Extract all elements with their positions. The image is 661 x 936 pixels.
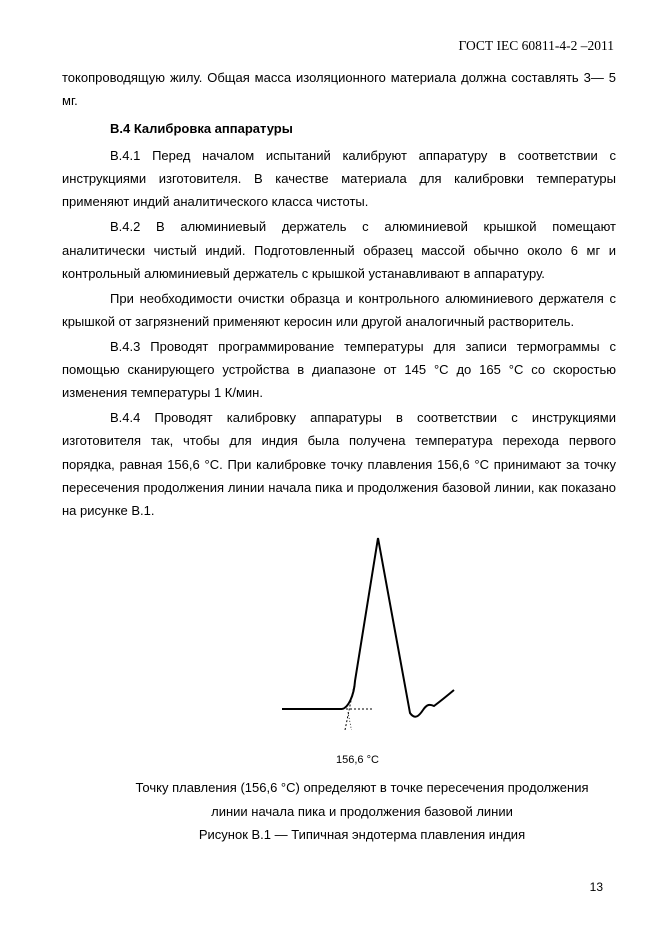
paragraph-b44: В.4.4 Проводят калибровку аппаратуры в соответствии с инструкциями изготовителя так, чтобы для индия была получена температура перехода первого порядка, равная 156,6 °С. При калибровке точку плавления 156,6 °С принимают за точку пересечения продолжения линии начала пика и продолжения базовой линии, как показано на рисунке В.1. [62, 410, 616, 519]
paragraph-b41: В.4.1 Перед началом испытаний калибруют аппаратуру в соответствии с инструкциями изготовителя. В качестве материала для калибровки температуры применяют индий аналитического класса чистоты. [62, 147, 616, 210]
temperature-label: 156,6 °С [336, 754, 379, 766]
endotherm-figure [272, 530, 462, 730]
document-header: ГОСТ IEC 60811-4-2 –2011 [458, 38, 614, 53]
paragraph-b43: В.4.3 Проводят программирование температуры для записи термограммы с помощью сканирующего устройства в диапазоне от 145 °С до 165 °С со скоростью изменения температуры 1 К/мин. [62, 338, 616, 401]
figure-caption-line1: Точку плавления (156,6 °С) определяют в точке пересечения продолжения [135, 780, 589, 795]
figure-title: Рисунок В.1 — Типичная эндотерма плавления индия [198, 827, 526, 842]
page-number: 13 [589, 880, 603, 894]
figure-caption-line2: линии начала пика и продолжения базовой линии [211, 804, 513, 819]
body-text [62, 66, 616, 524]
paragraph-cleaning: При необходимости очистки образца и контрольного алюминиевого держателя с крышкой от загрязнений применяют керосин или другой аналогичный растворитель. [62, 290, 616, 329]
paragraph-continuation: токопроводящую жилу. Общая масса изоляционного материала должна составлять 3— 5 мг. [62, 70, 616, 109]
reference-line [348, 712, 355, 730]
peak-curve [342, 538, 454, 717]
section-heading: В.4 Калибровка аппаратуры [110, 120, 293, 136]
paragraph-b42: В.4.2 В алюминиевый держатель с алюминиевой крышкой помещают аналитически чистый индий. Подготовленный образец массой обычно около 6 мг и контрольный алюминиевый держатель с крышкой устанавливают в аппаратуру. [62, 219, 616, 281]
